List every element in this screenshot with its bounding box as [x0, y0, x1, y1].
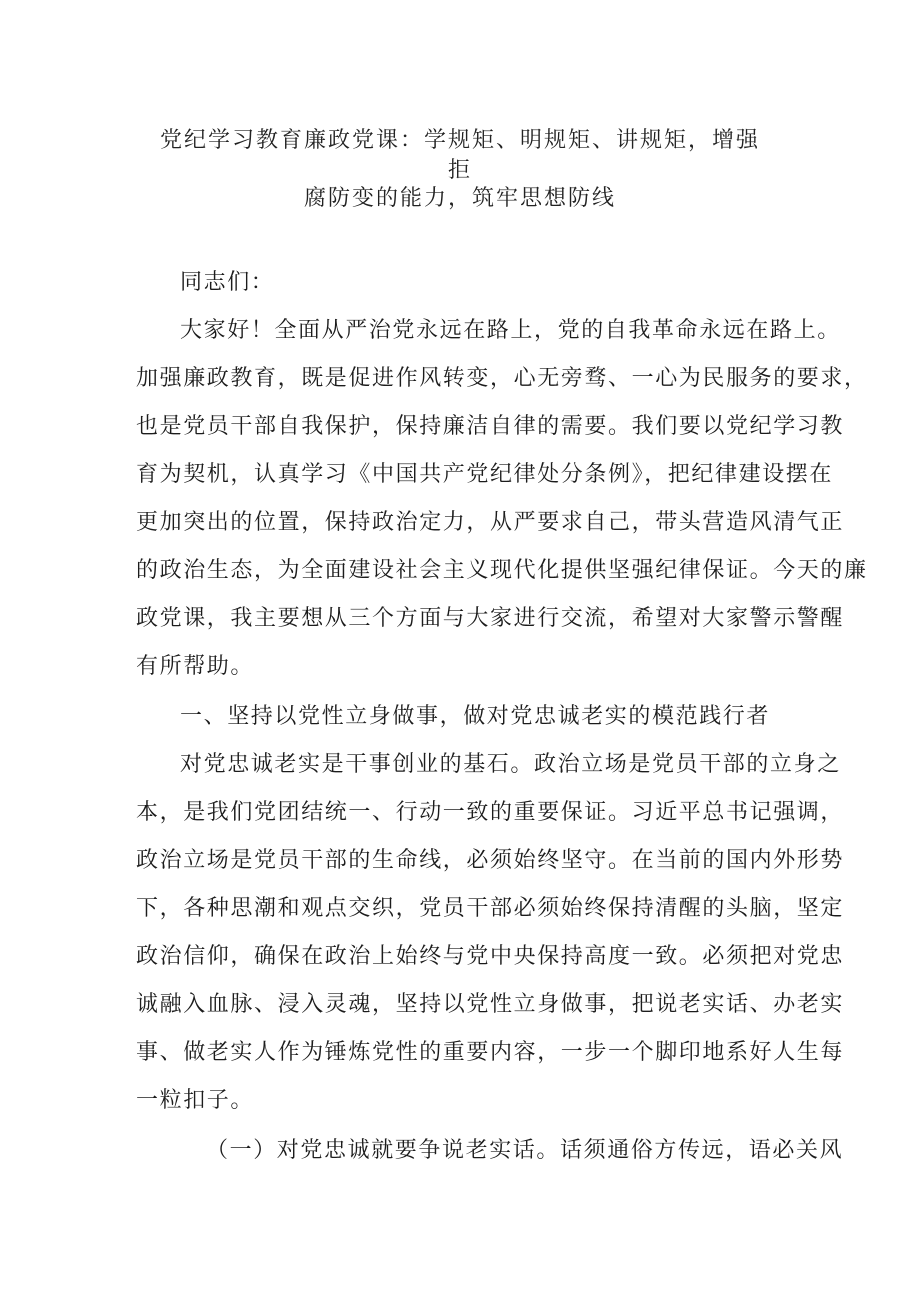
section-body-line: 对党忠诚老实是干事创业的基石。政治立场是党员干部的立身之 [180, 752, 841, 777]
intro-line: 的政治生态，为全面建设社会主义现代化提供坚强纪律保证。今天的廉 [136, 558, 868, 583]
section-heading: 一、坚持以党性立身做事，做对党忠诚老实的模范践行者 [180, 704, 771, 729]
intro-line: 加强廉政教育，既是促进作风转变，心无旁骛、一心为民服务的要求， [136, 366, 868, 391]
subsection-heading-line: （一）对党忠诚就要争说老实话。话须通俗方传远，语必关风 [206, 1138, 844, 1163]
section-body-line: 事、做老实人作为锤炼党性的重要内容，一步一个脚印地系好人生每 [136, 1040, 845, 1065]
intro-line: 大家好！全面从严治党永远在路上，党的自我革命永远在路上。 [180, 318, 841, 343]
salutation: 同志们： [180, 270, 275, 295]
section-body-line: 下，各种思潮和观点交织，党员干部必须始终保持清醒的头脑，坚定 [136, 896, 845, 921]
intro-line: 也是党员干部自我保护，保持廉洁自律的需要。我们要以党纪学习教 [136, 414, 845, 439]
section-body-line: 本，是我们党团结统一、行动一致的重要保证。习近平总书记强调， [136, 800, 845, 825]
intro-line: 育为契机，认真学习《中国共产党纪律处分条例》，把纪律建设摆在 [136, 462, 834, 487]
section-body-line: 政治立场是党员干部的生命线，必须始终坚守。在当前的国内外形势 [136, 848, 845, 873]
section-body-line: 政治信仰，确保在政治上始终与党中央保持高度一致。必须把对党忠 [136, 944, 845, 969]
intro-line: 政党课，我主要想从三个方面与大家进行交流，希望对大家警示警醒 [136, 606, 845, 631]
intro-line: 有所帮助。 [136, 654, 255, 679]
section-body-line: 一粒扣子。 [136, 1088, 255, 1113]
document-title-line-2: 腐防变的能力，筑牢思想防线 [303, 186, 616, 211]
document-title-line-1: 党纪学习教育廉政党课：学规矩、明规矩、讲规矩，增强拒 [159, 128, 760, 183]
section-body-line: 诚融入血脉、浸入灵魂，坚持以党性立身做事，把说老实话、办老实 [136, 992, 845, 1017]
intro-line: 更加突出的位置，保持政治定力，从严要求自己，带头营造风清气正 [136, 510, 845, 535]
